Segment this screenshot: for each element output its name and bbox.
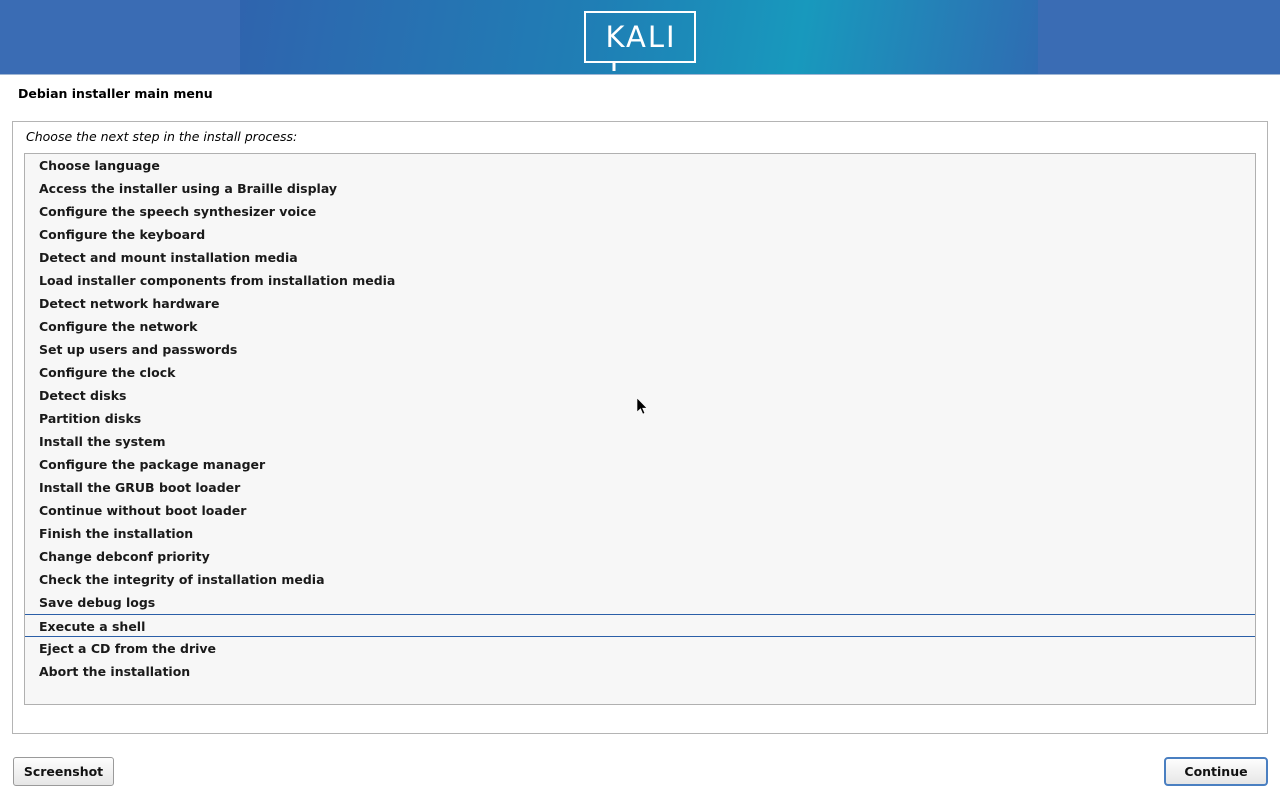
list-item[interactable] — [25, 614, 1255, 637]
list-item[interactable] — [25, 177, 1255, 200]
list-item-label: Finish the installation — [39, 526, 194, 541]
list-item-label: Configure the network — [39, 319, 198, 334]
list-item-label: Install the GRUB boot loader — [39, 480, 241, 495]
banner-divider — [0, 74, 1280, 75]
installer-banner — [0, 0, 1280, 75]
list-item[interactable] — [25, 522, 1255, 545]
list-item[interactable] — [25, 315, 1255, 338]
list-item[interactable] — [25, 269, 1255, 292]
list-item-label: Set up users and passwords — [39, 342, 238, 357]
list-item-label: Install the system — [39, 434, 166, 449]
list-item-label: Partition disks — [39, 411, 142, 426]
list-item-label: Configure the package manager — [39, 457, 266, 472]
list-item-label: Load installer components from installation media — [39, 273, 396, 288]
list-item-label: Configure the speech synthesizer voice — [39, 204, 317, 219]
list-item-label: Continue without boot loader — [39, 503, 247, 518]
list-item[interactable] — [25, 154, 1255, 177]
list-item-label: Execute a shell — [39, 619, 146, 634]
list-item[interactable] — [25, 338, 1255, 361]
list-item-label: Change debconf priority — [39, 549, 210, 564]
list-item-label: Detect network hardware — [39, 296, 220, 311]
page-title: Debian installer main menu — [18, 86, 213, 101]
list-item-label: Abort the installation — [39, 664, 191, 679]
list-item-label: Configure the keyboard — [39, 227, 206, 242]
list-item[interactable] — [25, 660, 1255, 683]
list-item-label: Detect disks — [39, 388, 127, 403]
list-item[interactable] — [25, 568, 1255, 591]
list-item[interactable] — [25, 591, 1255, 614]
list-item-label: Configure the clock — [39, 365, 176, 380]
list-item[interactable] — [25, 545, 1255, 568]
list-item[interactable] — [25, 499, 1255, 522]
list-item-label: Check the integrity of installation media — [39, 572, 325, 587]
list-item-label: Detect and mount installation media — [39, 250, 298, 265]
list-item-label: Eject a CD from the drive — [39, 641, 217, 656]
list-item-label: Access the installer using a Braille display — [39, 181, 338, 196]
list-item[interactable] — [25, 476, 1255, 499]
list-item[interactable] — [25, 361, 1255, 384]
list-item[interactable] — [25, 384, 1255, 407]
kali-logo-icon — [584, 11, 696, 63]
list-item[interactable] — [25, 200, 1255, 223]
screenshot-button-label: Screenshot — [23, 764, 104, 779]
kali-logo-tail — [613, 62, 616, 71]
list-item-label: Save debug logs — [39, 595, 156, 610]
list-item[interactable] — [25, 223, 1255, 246]
installer-step-list[interactable] — [24, 153, 1256, 705]
list-item[interactable] — [25, 292, 1255, 315]
list-item-label: Choose language — [39, 158, 160, 173]
main-panel — [12, 121, 1268, 734]
list-item[interactable] — [25, 430, 1255, 453]
continue-button-label: Continue — [1184, 764, 1248, 779]
list-item[interactable] — [25, 637, 1255, 660]
list-item[interactable] — [25, 407, 1255, 430]
instruction-text: Choose the next step in the install process: — [26, 129, 298, 144]
continue-button[interactable] — [1164, 757, 1268, 786]
kali-logo-text: KALI — [605, 19, 677, 54]
screenshot-button[interactable] — [13, 757, 114, 786]
list-item[interactable] — [25, 453, 1255, 476]
list-item[interactable] — [25, 246, 1255, 269]
